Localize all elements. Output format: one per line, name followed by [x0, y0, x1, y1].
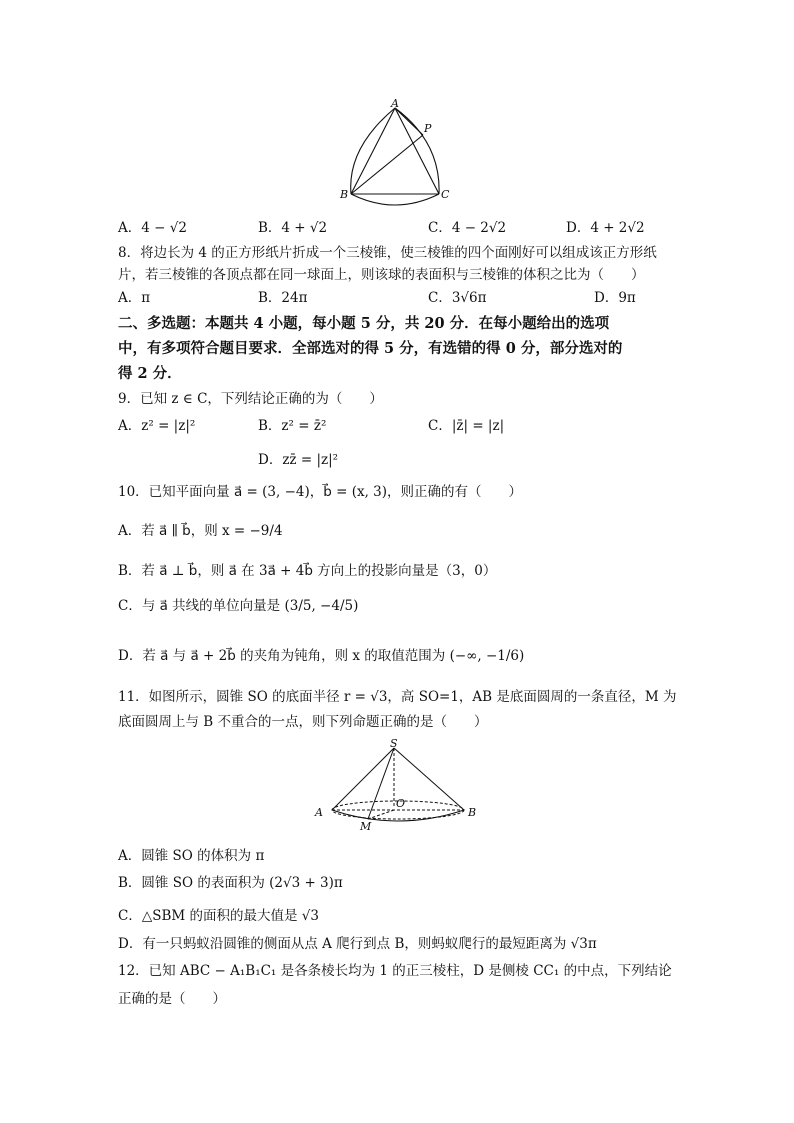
segment-AC — [395, 108, 439, 194]
cone-label-S: S — [390, 738, 398, 750]
figure-cone — [310, 738, 490, 834]
q10-option-a: A．若 a⃗ ∥ b⃗，则 x = −9/4 — [118, 523, 283, 539]
q12-stem-line2: 正确的是（ ） — [118, 991, 226, 1007]
cone-generatrix-SA — [332, 748, 394, 810]
label-B: B — [340, 188, 349, 201]
cone-segment-OM — [368, 810, 394, 819]
q9-option-a: A．z² = |z|² — [118, 418, 196, 434]
cone-label-B: B — [468, 806, 477, 819]
q11-option-d: D．有一只蚂蚁沿圆锥的侧面从点 A 爬行到点 B，则蚂蚁爬行的最短距离为 √3π — [118, 936, 597, 952]
q7-option-c: C．4 − 2√2 — [428, 220, 507, 236]
arc-bottom — [351, 194, 439, 205]
q11-stem-line2: 底面圆周上与 B 不重合的一点，则下列命题正确的是（ ） — [118, 714, 488, 730]
q8-option-a: A．π — [118, 290, 151, 306]
q11-stem-line1: 11．如图所示，圆锥 SO 的底面半径 r = √3，高 SO=1，AB 是底面圆周的一条直径，M 为 — [118, 689, 677, 705]
q7-option-a: A．4 − √2 — [118, 220, 187, 236]
q11-option-c: C．△SBM 的面积的最大值是 √3 — [118, 908, 319, 924]
cone-segment-SM — [368, 748, 394, 819]
q9-option-b: B．z² = z̄² — [258, 418, 327, 434]
q11-option-a: A．圆锥 SO 的体积为 π — [118, 848, 265, 864]
q9-stem: 9．已知 z ∈ C，下列结论正确的为（ ） — [118, 391, 383, 407]
q8-option-d: D．9π — [594, 290, 636, 306]
label-A: A — [391, 98, 399, 110]
q10-stem: 10．已知平面向量 a⃗ = (3, −4)，b⃗ = (x, 3)，则正确的有（ ） — [118, 484, 523, 500]
cone-label-O: O — [396, 797, 406, 810]
q8-option-b: B．24π — [258, 290, 308, 306]
q8-option-c: C．3√6π — [428, 290, 487, 306]
q7-option-b: B．4 + √2 — [258, 220, 328, 236]
q8-stem-line2: 片，若三棱锥的各顶点都在同一球面上，则该球的表面积与三棱锥的体积之比为（ ） — [118, 267, 645, 283]
segment-AB — [351, 108, 395, 194]
label-P: P — [424, 122, 432, 135]
segment-AP — [395, 108, 423, 135]
q10-option-d: D．若 a⃗ 与 a⃗ + 2b⃗ 的夹角为钝角，则 x 的取值范围为 (−∞, −1/6) — [118, 648, 525, 664]
segment-BP — [351, 135, 423, 194]
section2-heading-line2: 中，有多项符合题目要求．全部选对的得 5 分，有选错的得 0 分，部分选对的 — [118, 340, 623, 357]
section2-heading-line3: 得 2 分． — [118, 365, 182, 382]
label-C: C — [441, 188, 450, 201]
q9-option-d: D．zz̄ = |z|² — [258, 452, 339, 468]
cone-label-M: M — [360, 820, 372, 833]
q10-option-b: B．若 a⃗ ⊥ b⃗，则 a⃗ 在 3a⃗ + 4b⃗ 方向上的投影向量是（3，0） — [118, 563, 497, 579]
q10-option-c: C．与 a⃗ 共线的单位向量是 (3/5, −4/5) — [118, 598, 359, 614]
figure-reuleaux-triangle — [335, 98, 460, 210]
section2-heading-line1: 二、多选题：本题共 4 小题，每小题 5 分，共 20 分．在每小题给出的选项 — [118, 315, 610, 332]
q12-stem-line1: 12．已知 ABC − A₁B₁C₁ 是各条棱长均为 1 的正三棱柱，D 是侧棱 CC₁ 的中点，下列结论 — [118, 963, 672, 979]
q9-option-c: C．|z̄| = |z| — [428, 418, 505, 434]
cone-label-A: A — [315, 806, 323, 819]
q7-option-d: D．4 + 2√2 — [566, 220, 645, 236]
q8-stem-line1: 8．将边长为 4 的正方形纸片折成一个三棱锥，使三棱锥的四个面刚好可以组成该正方形纸 — [118, 245, 657, 261]
q11-option-b: B．圆锥 SO 的表面积为 (2√3 + 3)π — [118, 875, 343, 891]
